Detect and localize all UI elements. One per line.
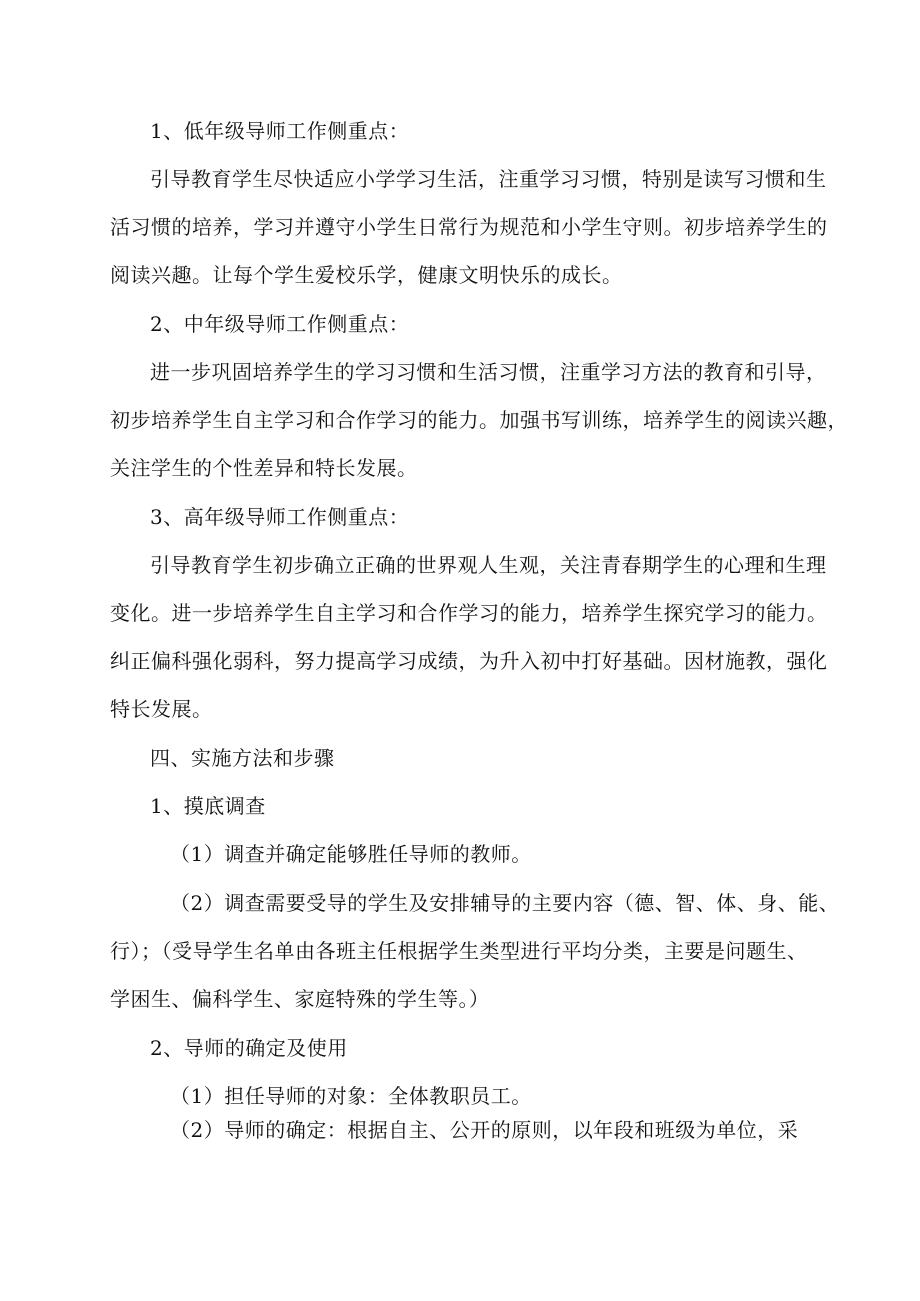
paragraph-line: 阅读兴趣。让每个学生爱校乐学，健康文明快乐的成长。 [110, 263, 623, 287]
list-item: （1）调查并确定能够胜任导师的教师。 [170, 842, 532, 866]
paragraph-line: 进一步巩固培养学生的学习习惯和生活习惯，注重学习方法的教育和引导， [150, 360, 827, 384]
paragraph-line: 特长发展。 [110, 697, 213, 721]
paragraph-line: 引导教育学生初步确立正确的世界观人生观，关注青春期学生的心理和生理 [150, 553, 827, 577]
paragraph-line: 变化。进一步培养学生自主学习和合作学习的能力，培养学生探究学习的能力。 [110, 601, 828, 625]
paragraph-line: 引导教育学生尽快适应小学学习生活，注重学习习惯，特别是读写习惯和生 [150, 167, 827, 191]
paragraph-line: 行）；（受导学生名单由各班主任根据学生类型进行平均分类，主要是问题生、 [110, 939, 808, 963]
paragraph-line: 学困生、偏科学生、家庭特殊的学生等。） [110, 987, 490, 1011]
paragraph-line: 纠正偏科强化弱科，努力提高学习成绩，为升入初中打好基础。因材施教，强化 [110, 649, 828, 673]
section-heading-methods: 四、实施方法和步骤 [150, 746, 335, 770]
heading-mid-grade: 2、中年级导师工作侧重点： [150, 312, 410, 336]
paragraph-line: 关注学生的个性差异和特长发展。 [110, 456, 418, 480]
paragraph-line: 活习惯的培养，学习并遵守小学生日常行为规范和小学生守则。初步培养学生的 [110, 215, 828, 239]
list-item: （2）调查需要受导的学生及安排辅导的主要内容（德、智、体、身、能、 [170, 891, 840, 915]
heading-high-grade: 3、高年级导师工作侧重点： [150, 505, 410, 529]
heading-low-grade: 1、低年级导师工作侧重点： [150, 119, 410, 143]
list-item: （2）导师的确定：根据自主、公开的原则，以年段和班级为单位，采 [170, 1118, 799, 1142]
list-item: （1）担任导师的对象：全体教职员工。 [170, 1084, 532, 1108]
paragraph-line: 初步培养学生自主学习和合作学习的能力。加强书写训练，培养学生的阅读兴趣， [110, 408, 848, 432]
subheading-survey: 1、摸底调查 [150, 794, 266, 818]
subheading-mentor-selection: 2、导师的确定及使用 [150, 1036, 348, 1060]
